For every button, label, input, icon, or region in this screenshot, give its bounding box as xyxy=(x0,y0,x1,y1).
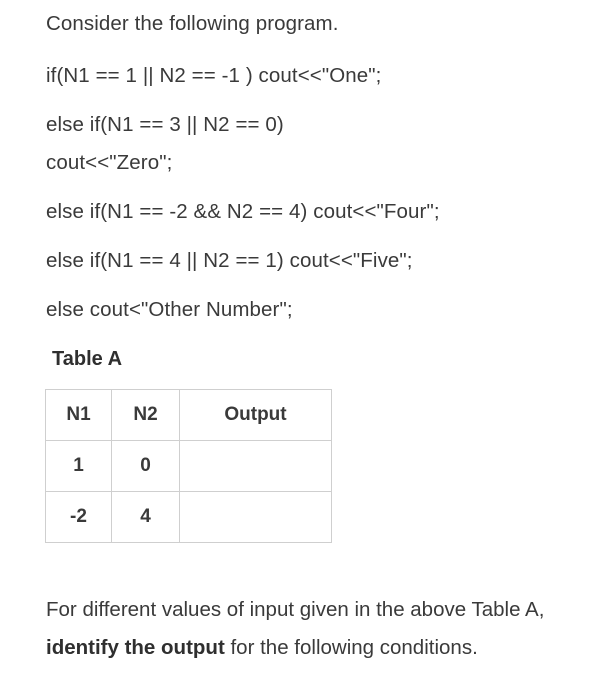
code-line-1: if(N1 == 1 || N2 == -1 ) cout<<"One"; xyxy=(46,64,382,87)
question-text-2: for the following conditions. xyxy=(224,635,478,659)
intro-text: Consider the following program. xyxy=(46,12,339,35)
question-paragraph xyxy=(46,591,566,666)
header-n2: N2 xyxy=(112,390,180,441)
table-caption: Table A xyxy=(52,348,123,370)
code-line-3: cout<<"Zero"; xyxy=(46,151,173,174)
table-a xyxy=(45,389,332,543)
cell-n1: -2 xyxy=(46,492,112,543)
cell-output xyxy=(180,441,332,492)
code-line-4: else if(N1 == -2 && N2 == 4) cout<<"Four"; xyxy=(46,200,440,223)
question-text-1: For different values of input given in the above Table A, xyxy=(46,598,545,621)
cell-n2: 0 xyxy=(112,441,180,492)
table-row xyxy=(46,441,332,492)
table-header-row xyxy=(46,390,332,441)
table-row xyxy=(46,492,332,543)
code-line-6: else cout<"Other Number"; xyxy=(46,298,293,321)
cell-output xyxy=(180,492,332,543)
code-line-2: else if(N1 == 3 || N2 == 0) xyxy=(46,113,284,136)
question-emphasis: identify the output xyxy=(46,635,225,659)
cell-n2: 4 xyxy=(112,492,180,543)
code-line-5: else if(N1 == 4 || N2 == 1) cout<<"Five"; xyxy=(46,249,413,272)
header-n1: N1 xyxy=(46,390,112,441)
header-output: Output xyxy=(180,390,332,441)
cell-n1: 1 xyxy=(46,441,112,492)
